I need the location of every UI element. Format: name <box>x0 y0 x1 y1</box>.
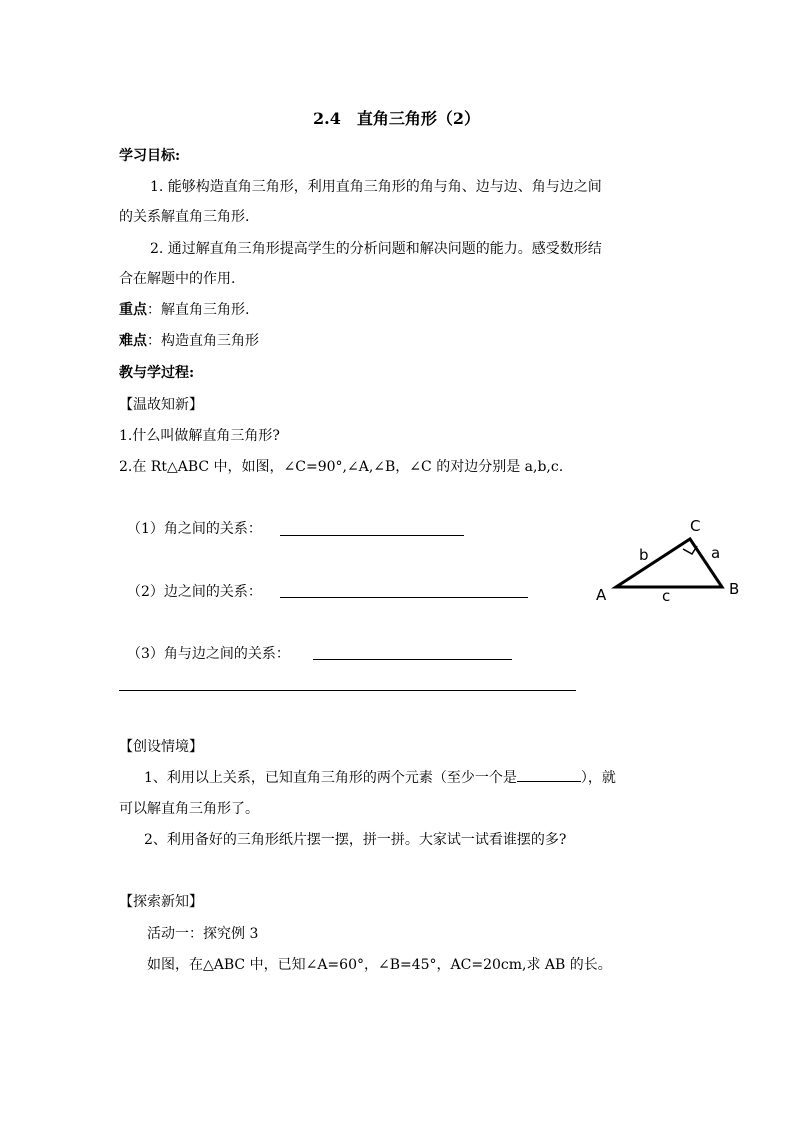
scenario-item-1-text-a: 1、利用以上关系，已知直角三角形的两个元素（至少一个是 <box>144 770 517 786</box>
scenario-item-2: 2、利用备好的三角形纸片摆一摆，拼一拼。大家试一试看谁摆的多? <box>144 832 567 848</box>
explore-activity: 活动一：探究例 3 <box>147 926 259 942</box>
review-heading: 【温故知新】 <box>119 397 203 413</box>
scenario-item-1-text-b: ），就 <box>580 770 616 786</box>
explore-heading: 【探索新知】 <box>119 894 203 910</box>
objective-1-line-1: 1. 能够构造直角三角形，利用直角三角形的角与角、边与边、角与边之间 <box>150 179 602 195</box>
explore-example: 如图，在△ABC 中，已知∠A=60°，∠B=45°，AC=20cm,求 AB 的长。 <box>147 957 612 973</box>
side-b-label: b <box>639 546 649 564</box>
review-question-1: 1.什么叫做解直角三角形? <box>119 428 280 444</box>
objective-1-line-2: 的关系解直角三角形. <box>119 209 250 225</box>
relation-angle-side-label: （3）角与边之间的关系： <box>127 646 290 662</box>
scenario-heading: 【创设情境】 <box>119 739 203 755</box>
difficulty-label: 难点 <box>119 333 147 349</box>
objectives-heading: 学习目标: <box>119 148 181 164</box>
key-point-text: ：解直角三角形. <box>147 302 250 318</box>
vertex-a-label: A <box>596 586 607 604</box>
page-title: 2.4 直角三角形（2） <box>313 109 480 128</box>
side-a-label: a <box>711 544 721 562</box>
process-heading: 教与学过程: <box>119 365 195 381</box>
triangle-shape <box>616 539 722 587</box>
key-point-label: 重点 <box>119 302 147 318</box>
objective-2-line-2: 合在解题中的作用. <box>119 271 236 287</box>
scenario-item-1-line-2: 可以解直角三角形了。 <box>119 801 259 817</box>
difficulty-text: ：构造直角三角形 <box>147 333 259 349</box>
relation-sides-label: （2）边之间的关系： <box>127 584 262 600</box>
review-question-2: 2.在 Rt△ABC 中，如图，∠C=90°,∠A,∠B，∠C 的对边分别是 a,b,c. <box>119 459 564 475</box>
side-c-label: c <box>662 587 671 605</box>
scenario-item-1-line-1 <box>144 767 616 787</box>
vertex-c-label: C <box>690 517 701 535</box>
scenario-blank <box>517 767 581 782</box>
objective-2-line-1: 2. 通过解直角三角形提高学生的分析问题和解决问题的能力。感受数形结 <box>150 241 602 257</box>
relation-angles-label: （1）角之间的关系： <box>127 521 262 537</box>
vertex-b-label: B <box>729 580 740 598</box>
